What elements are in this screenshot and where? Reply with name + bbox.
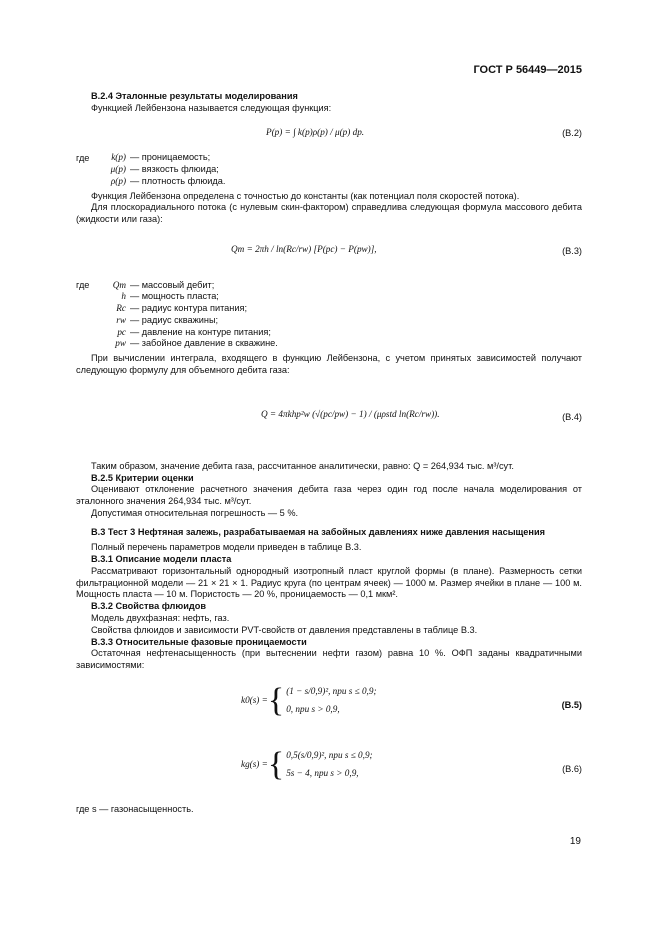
definition-row (76, 338, 582, 350)
subsection-title-b32: В.3.2 Свойства флюидов (91, 601, 206, 612)
formula-b2 (76, 119, 582, 149)
formula-b6 (76, 742, 582, 798)
definition-text: — проницаемость; (130, 152, 211, 163)
paragraph: Оценивают отклонение расчетного значения дебита газа через один год после начала моделирования от эталонного значения 264,934 тыс. м³/сут. (76, 484, 582, 507)
paragraph: Полный перечень параметров модели приведен в таблице В.3. (91, 542, 362, 553)
formula-number: (В.4) (562, 411, 582, 422)
definition-text: — радиус скважины; (130, 314, 219, 325)
definition-symbol: rw (116, 314, 126, 325)
formula-lhs: kg(s) = (241, 758, 268, 769)
definition-text: — массовый дебит; (130, 279, 215, 290)
definitions-2 (76, 280, 582, 351)
cases (286, 750, 372, 780)
definition-spacer (76, 315, 90, 327)
definition-spacer (76, 338, 90, 350)
document-body (76, 91, 582, 816)
case-1: (1 − s/0,9)², при s ≤ 0,9; (286, 686, 377, 697)
cases (286, 686, 376, 716)
definition-symbol: Rc (116, 303, 126, 314)
definition-text: — вязкость флюида; (130, 164, 219, 175)
case-2: 0, при s > 0,9, (286, 703, 340, 714)
definition-text: — мощность пласта; (130, 291, 219, 302)
definition-symbol: h (121, 291, 126, 302)
definition-row (76, 164, 582, 176)
paragraph: Остаточная нефтенасыщенность (при вытеснении нефти газом) равна 10 %. ОФП заданы квадратичными зависимостями: (76, 648, 582, 671)
definition-spacer (76, 176, 90, 188)
definition-row (76, 176, 582, 188)
definition-row (76, 303, 582, 315)
definition-symbol: Qm (112, 279, 126, 290)
definition-symbol: μ(p) (110, 164, 126, 175)
paragraph: Рассматривают горизонтальный однородный изотропный пласт круглой формы (в плане). Размерность сетки фильтрационной модели — 21 × 21 × 1. Радиус круга (по центрам ячеек) — 1000 м. Размер ячейки в плане — 100 м. Мощность пласта — 10 м. Пористость — 20 %, проницаемость — 0,1 мкм². (76, 565, 582, 600)
formula-lhs: k0(s) = (241, 694, 268, 705)
paragraph: где s — газонасыщенность. (76, 803, 194, 814)
formula-number: (В.5) (561, 699, 582, 710)
case-2: 5s − 4, при s > 0,9, (286, 767, 359, 778)
formula-b4 (76, 381, 582, 455)
formula-b3 (76, 228, 582, 276)
definition-text: — давление на контуре питания; (130, 326, 271, 337)
paragraph: Свойства флюидов и зависимости PVT-свойств от давления представлены в таблице В.3. (91, 624, 478, 635)
definition-row (76, 327, 582, 339)
formula-text: Q = 4πkhp²w (√(pc/pw) − 1) / (μρstd ln(Rc/rw)). (261, 408, 440, 419)
formula-number: (В.2) (562, 127, 582, 138)
paragraph: Функцией Лейбензона называется следующая функция: (91, 102, 332, 113)
section-title-b25: В.2.5 Критерии оценки (91, 472, 194, 483)
definition-symbol: pw (115, 338, 126, 349)
definition-spacer (76, 327, 90, 339)
piecewise-k0 (241, 681, 377, 719)
definition-spacer (76, 152, 90, 164)
formula-text: Qm = 2πh / ln(Rc/rw) [P(pc) − P(pw)], (231, 243, 377, 254)
formula-b5 (76, 678, 582, 734)
definition-row (76, 315, 582, 327)
definition-spacer (76, 303, 90, 315)
page-number: 19 (569, 836, 581, 848)
page-header-standard: ГОСТ Р 56449—2015 (473, 64, 582, 76)
definition-symbol: ρ(p) (110, 175, 126, 186)
paragraph: Модель двухфазная: нефть, газ. (91, 612, 230, 623)
definition-text: — забойное давление в скважине. (130, 338, 278, 349)
formula-text: P(p) = ∫ k(p)ρ(p) / μ(p) dp. (266, 126, 365, 137)
definition-text: — плотность флюида. (130, 175, 226, 186)
brace-symbol: { (267, 745, 285, 783)
paragraph: Функция Лейбензона определена с точностью до константы (как потенциал поля скоростей потока). (91, 190, 520, 201)
subsection-title-b33: В.3.3 Относительные фазовые проницаемости (91, 636, 307, 647)
definitions-1 (76, 152, 582, 187)
definition-text: — радиус контура питания; (130, 303, 248, 314)
where-label: где (76, 279, 90, 290)
brace-symbol: { (267, 681, 285, 719)
paragraph: При вычислении интеграла, входящего в функцию Лейбензона, с учетом принятых зависимостей получают следующую формулу для объемного дебита газа: (76, 353, 582, 376)
section-title-b24: В.2.4 Эталонные результаты моделирования (91, 91, 298, 101)
definition-row (76, 152, 582, 164)
definition-row (76, 280, 582, 292)
piecewise-kg (241, 745, 373, 783)
definition-spacer (76, 280, 90, 292)
definition-spacer (76, 164, 90, 176)
paragraph: Допустимая относительная погрешность — 5 %. (91, 507, 299, 518)
definition-row (76, 291, 582, 303)
paragraph: Таким образом, значение дебита газа, рассчитанное аналитически, равно: Q = 264,934 тыс. м³/сут. (91, 460, 514, 471)
definition-symbol: pc (117, 326, 126, 337)
case-1: 0,5(s/0,9)², при s ≤ 0,9; (286, 750, 373, 761)
formula-number: (В.6) (562, 763, 582, 774)
paragraph: Для плоскорадиального потока (с нулевым скин-фактором) справедлива следующая формула массового дебита (жидкости или газа): (76, 202, 582, 225)
where-label: где (76, 152, 90, 163)
section-title-b3: В.3 Тест 3 Нефтяная залежь, разрабатываемая на забойных давлениях ниже давления насыщения (91, 526, 545, 537)
formula-number: (В.3) (562, 246, 582, 257)
subsection-title-b31: В.3.1 Описание модели пласта (91, 554, 232, 565)
definition-spacer (76, 291, 90, 303)
definition-symbol: k(p) (111, 152, 126, 163)
